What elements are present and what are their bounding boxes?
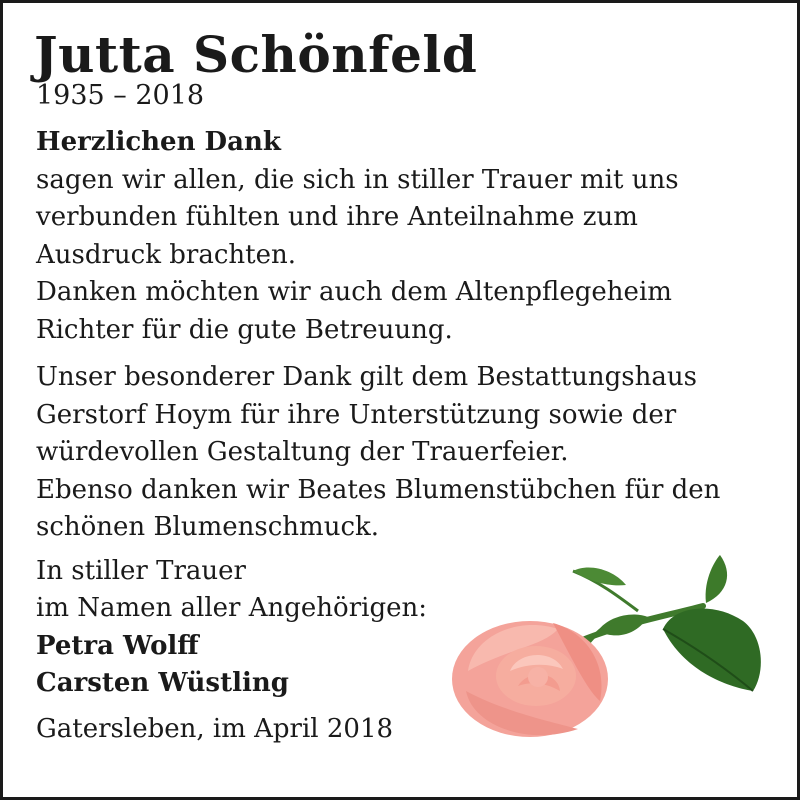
- signatory-2: Carsten Wüstling: [36, 668, 289, 699]
- signatory-1: Petra Wolff: [36, 630, 199, 661]
- deceased-name: Jutta Schönfeld: [34, 25, 478, 84]
- thanks-text: sagen wir allen, die sich in stiller Trauer mit uns verbunden fühlten und ihre Anteilnahme zum Ausdruck brachten. Danken möchten wir auch dem Altenpflegeheim Richter für die gute Betreuung.: [36, 164, 679, 345]
- mourning-line: In stiller Trauer im Namen aller Angehörigen:: [36, 555, 427, 624]
- place-date: Gatersleben, im April 2018: [36, 713, 394, 744]
- special-thanks-text: Unser besonderer Dank gilt dem Bestattungshaus Gerstorf Hoym für ihre Unterstützung sowie der würdevollen Gestaltung der Trauerfeier. Ebenso danken wir Beates Blumenstübchen für den schönen Blumenschmuck.: [36, 362, 721, 543]
- rose-illustration: [448, 551, 778, 741]
- life-dates: 1935 – 2018: [36, 80, 205, 111]
- thanks-heading: Herzlichen Dank: [36, 127, 281, 158]
